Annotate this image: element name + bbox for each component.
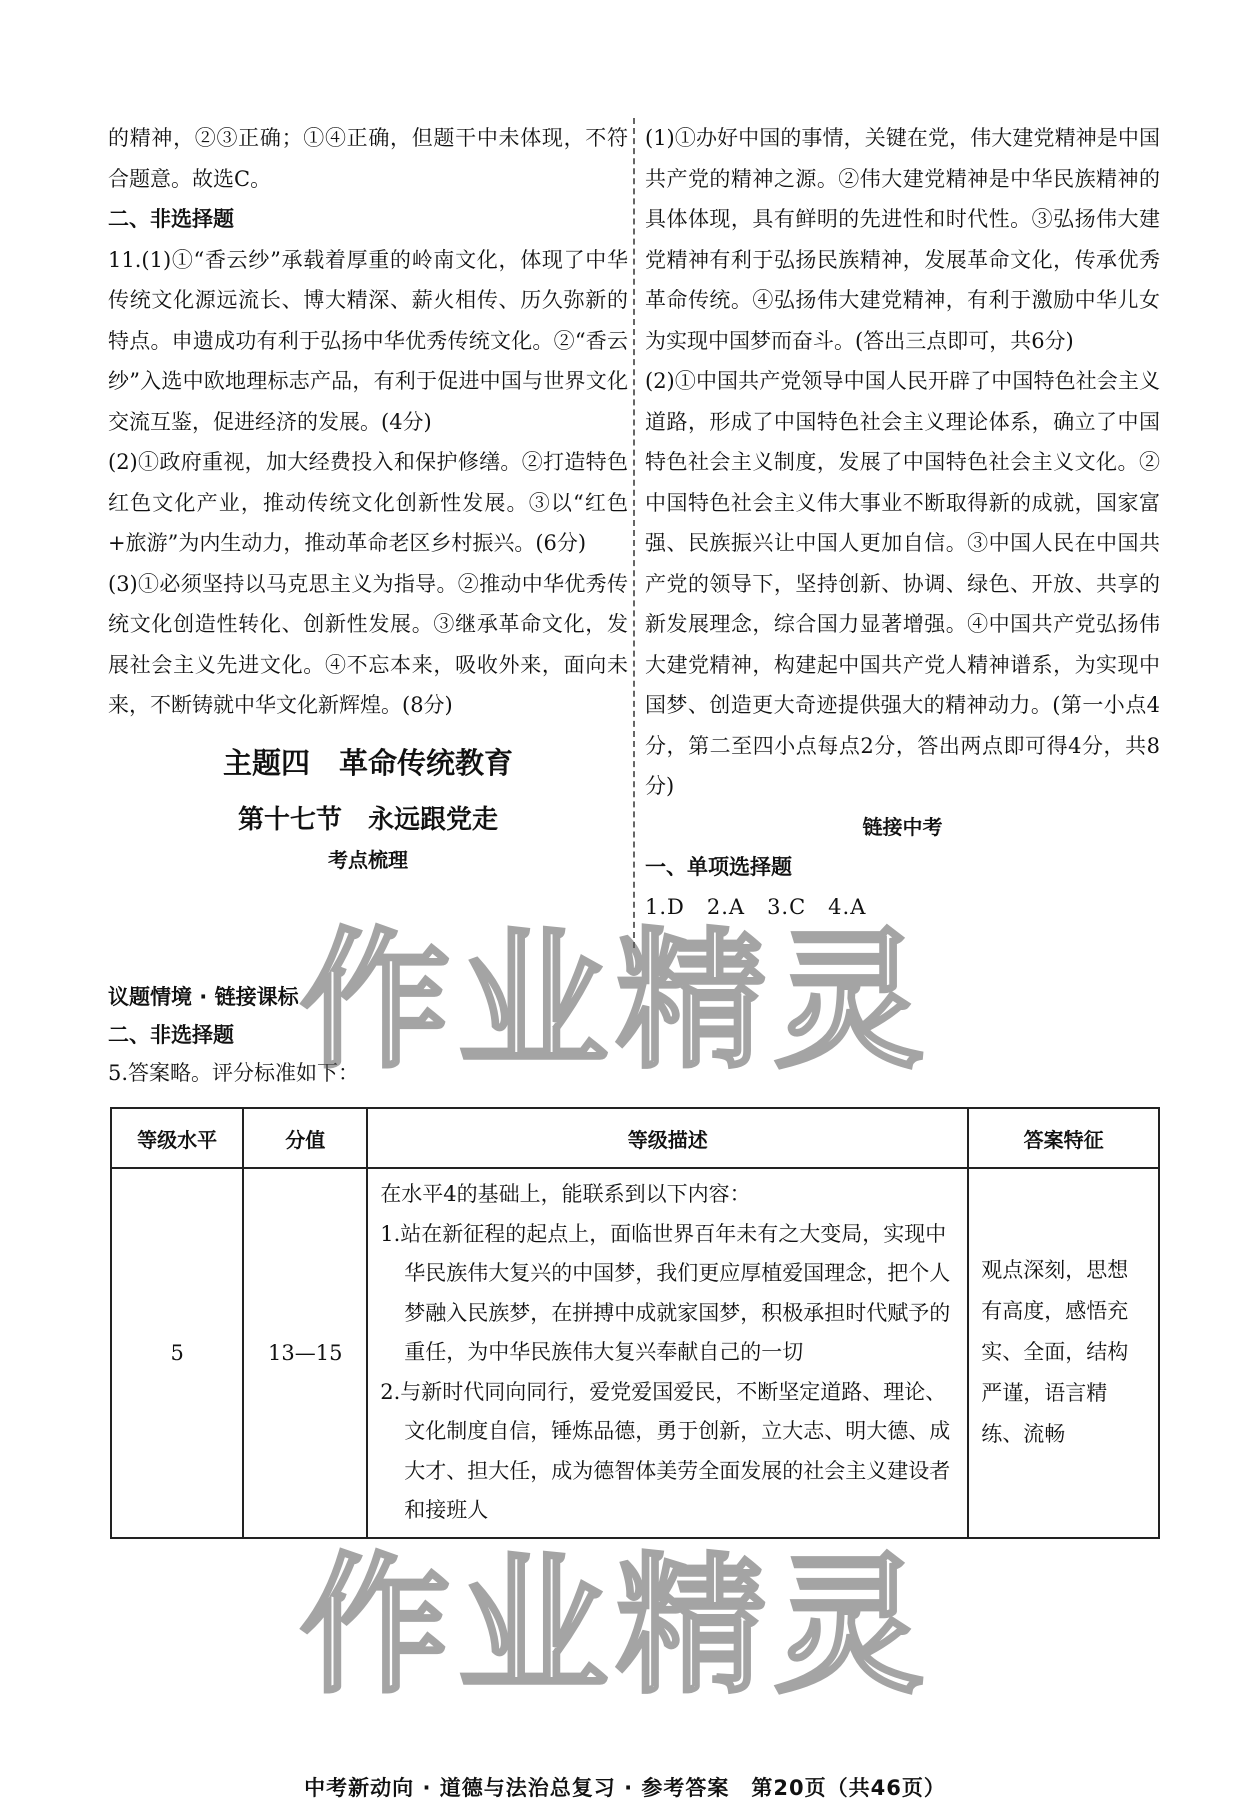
watermark-bottom: 作业精灵	[300, 1540, 933, 1714]
answer-r-part2: (2)①中国共产党领导中国人民开辟了中国特色社会主义道路，形成了中国特色社会主义理论体系，确立了中国特色社会主义制度，发展了中国特色社会主义文化。②中国特色社会主义伟大事业不断取得新的成就，国家富强、民族振兴让中国人更加自信。③中国人民在中国共产党的领导下，坚持创新、协调、绿色、开放、共享的新发展理念，综合国力显著增强。④中国共产党弘扬伟大建党精神，构建起中国共产党人精神谱系，为实现中国梦、创造更大奇迹提供强大的精神动力。(第一小点4分，第二至四小点每点2分，答出两点即可得4分，共8分)	[645, 369, 1160, 798]
left-column	[108, 118, 628, 878]
desc-item-2: 2.与新时代同向同行，爱党爱国爱民，不断坚定道路、理论、文化制度自信，锤炼品德，勇于创新，立大志、明大德、成大才、担大任，成为德智体美劳全面发展的社会主义建设者和接班人	[380, 1379, 951, 1522]
cell-score: 13—15	[243, 1168, 367, 1538]
answer-r-part1: (1)①办好中国的事情，关键在党，伟大建党精神是中国共产党的精神之源。②伟大建党精神是中华民族精神的具体体现，具有鲜明的先进性和时代性。③弘扬伟大建党精神有利于弘扬民族精神，发展革命文化，传承优秀革命传统。④弘扬伟大建党精神，有利于激励中华儿女为实现中国梦而奋斗。(答出三点即可，共6分)	[645, 126, 1160, 353]
page-footer: 中考新动向 · 道德与法治总复习 · 参考答案 第20页（共46页）	[304, 1776, 946, 1800]
header-level: 等级水平	[111, 1108, 243, 1168]
answer-11-part3: (3)①必须坚持以马克思主义为指导。②推动中华优秀传统文化创造性转化、创新性发展。③继承革命文化，发展社会主义先进文化。④不忘本来，吸收外来，面向未来，不断铸就中华文化新辉煌。(8分)	[108, 571, 628, 717]
watermark-top: 作业精灵	[300, 915, 933, 1089]
theme-title: 主题四 革命传统教育	[222, 745, 513, 780]
cell-description	[367, 1168, 968, 1538]
heading-issue-context: 议题情境 · 链接课标	[108, 985, 299, 1009]
link-exam-heading: 链接中考	[862, 814, 943, 839]
section-title: 第十七节 永远跟党走	[237, 804, 498, 835]
choice-answers: 1.D 2.A 3.C 4.A	[645, 895, 867, 919]
heading-non-choice: 二、非选择题	[108, 207, 234, 231]
right-column	[645, 118, 1160, 928]
heading-non-choice-2: 二、非选择题	[108, 1023, 234, 1047]
scoring-table	[110, 1107, 1160, 1539]
table-row	[111, 1168, 1159, 1538]
answer-11-part1: 11.(1)①“香云纱”承载着厚重的岭南文化，体现了中华传统文化源远流长、博大精深、薪火相传、历久弥新的特点。申遗成功有利于弘扬中华优秀传统文化。②“香云纱”入选中欧地理标志产品，有利于促进中国与世界文化交流互鉴，促进经济的发展。(4分)	[108, 247, 628, 434]
answer-11-part2: (2)①政府重视，加大经费投入和保护修缮。②打造特色红色文化产业，推动传统文化创新性发展。③以“红色+旅游”为内生动力，推动革命老区乡村振兴。(6分)	[108, 450, 628, 555]
lower-section	[108, 978, 1168, 1092]
column-divider	[633, 118, 635, 948]
cell-features: 观点深刻，思想有高度，感悟充实、全面，结构严谨，语言精练、流畅	[968, 1168, 1159, 1538]
header-features: 答案特征	[968, 1108, 1159, 1168]
desc-item-1: 1.站在新征程的起点上，面临世界百年未有之大变局，实现中华民族伟大复兴的中国梦，我们更应厚植爱国理念，把个人梦融入民族梦，在拼搏中成就家国梦，积极承担时代赋予的重任，为中华民族伟大复兴奉献自己的一切	[380, 1221, 951, 1364]
cell-level: 5	[111, 1168, 243, 1538]
header-score: 分值	[243, 1108, 367, 1168]
heading-single-choice: 一、单项选择题	[645, 854, 792, 879]
answer-5: 5.答案略。评分标准如下：	[108, 1061, 360, 1085]
desc-intro: 在水平4的基础上，能联系到以下内容：	[380, 1182, 751, 1206]
kaodian-heading: 考点梳理	[328, 847, 408, 872]
header-description: 等级描述	[367, 1108, 968, 1168]
table-header-row	[111, 1108, 1159, 1168]
continued-answer: 的精神，②③正确；①④正确，但题干中未体现，不符合题意。故选C。	[108, 126, 628, 191]
